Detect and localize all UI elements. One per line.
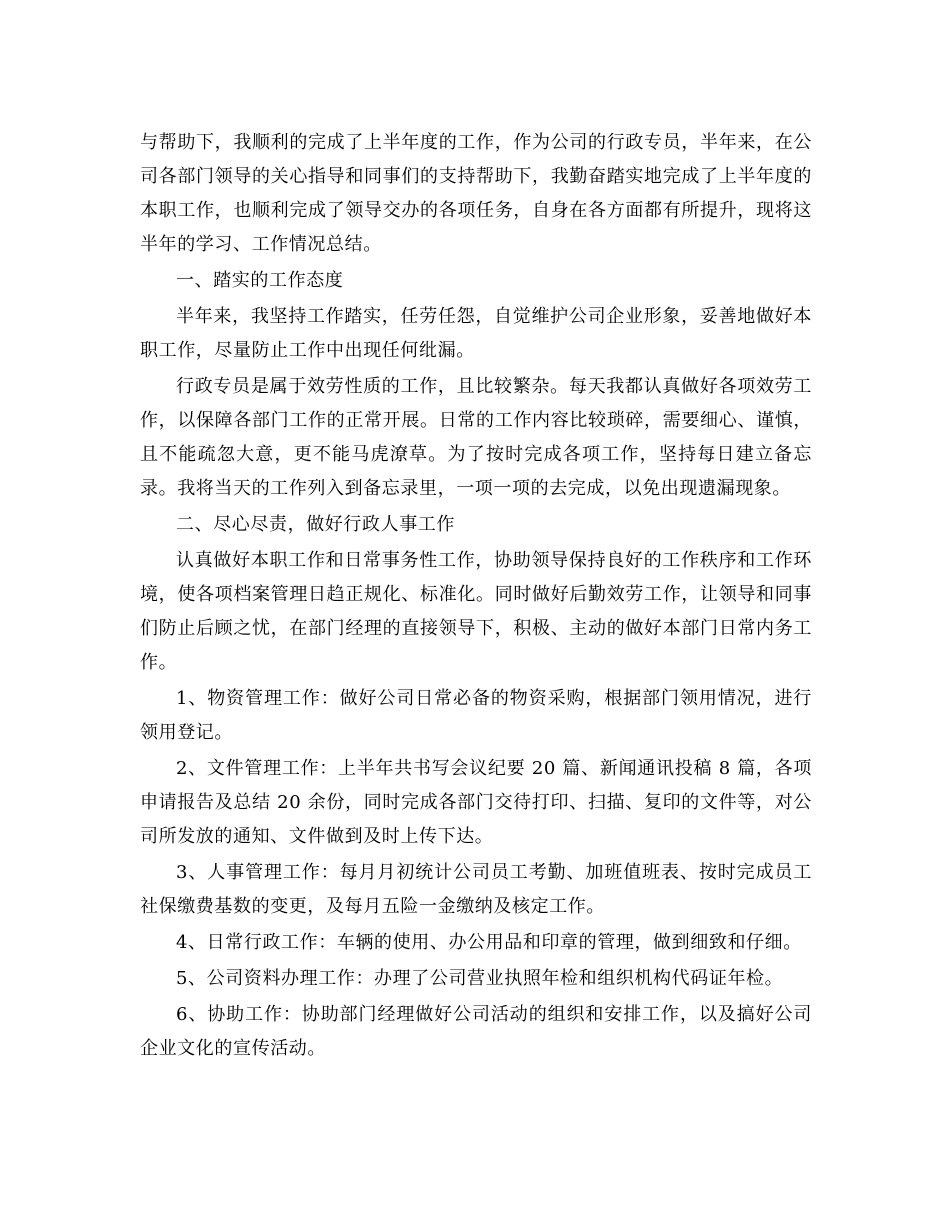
- list-item: 2、文件管理工作：上半年共书写会议纪要 20 篇、新闻通讯投稿 8 篇，各项申请报告及总结 20 余份，同时完成各部门交待打印、扫描、复印的文件等，对公司所发放的通知、文件做到及时上传下达。: [140, 758, 812, 847]
- list-item: 3、人事管理工作：每月月初统计公司员工考勤、加班值班表、按时完成员工社保缴费基数的变更，及每月五险一金缴纳及核定工作。: [140, 862, 812, 917]
- paragraph-intro: 与帮助下，我顺利的完成了上半年度的工作，作为公司的行政专员，半年来，在公司各部门领导的关心指导和同事们的支持帮助下，我勤奋踏实地完成了上半年度的本职工作，也顺利完成了领导交办的各项任务，自身在各方面都有所提升，现将这半年的学习、工作情况总结。: [140, 132, 812, 255]
- paragraph: 半年来，我坚持工作踏实，任劳任怨，自觉维护公司企业形象，妥善地做好本职工作，尽量防止工作中出现任何纰漏。: [140, 306, 812, 361]
- document-body: [140, 126, 812, 1068]
- section-heading-2: 二、尽心尽责，做好行政人事工作: [176, 514, 455, 535]
- paragraph: 行政专员是属于效劳性质的工作，且比较繁杂。每天我都认真做好各项效劳工作，以保障各部门工作的正常开展。日常的工作内容比较琐碎，需要细心、谨慎，且不能疏忽大意，更不能马虎潦草。为了按时完成各项工作，坚持每日建立备忘录。我将当天的工作列入到备忘录里，一项一项的去完成，以免出现遗漏现象。: [140, 376, 812, 499]
- list-item: 1、物资管理工作：做好公司日常必备的物资采购，根据部门领用情况，进行领用登记。: [140, 688, 812, 743]
- paragraph: 认真做好本职工作和日常事务性工作，协助领导保持良好的工作秩序和工作环境，使各项档案管理日趋正规化、标准化。同时做好后勤效劳工作，让领导和同事们防止后顾之忧，在部门经理的直接领导下，积极、主动的做好本部门日常内务工作。: [140, 550, 812, 673]
- list-item: 6、协助工作：协助部门经理做好公司活动的组织和安排工作，以及搞好公司企业文化的宣传活动。: [140, 1004, 812, 1059]
- list-item: 5、公司资料办理工作：办理了公司营业执照年检和组织机构代码证年检。: [176, 968, 784, 989]
- section-heading-1: 一、踏实的工作态度: [176, 270, 344, 291]
- list-item: 4、日常行政工作：车辆的使用、办公用品和印章的管理，做到细致和仔细。: [176, 932, 802, 953]
